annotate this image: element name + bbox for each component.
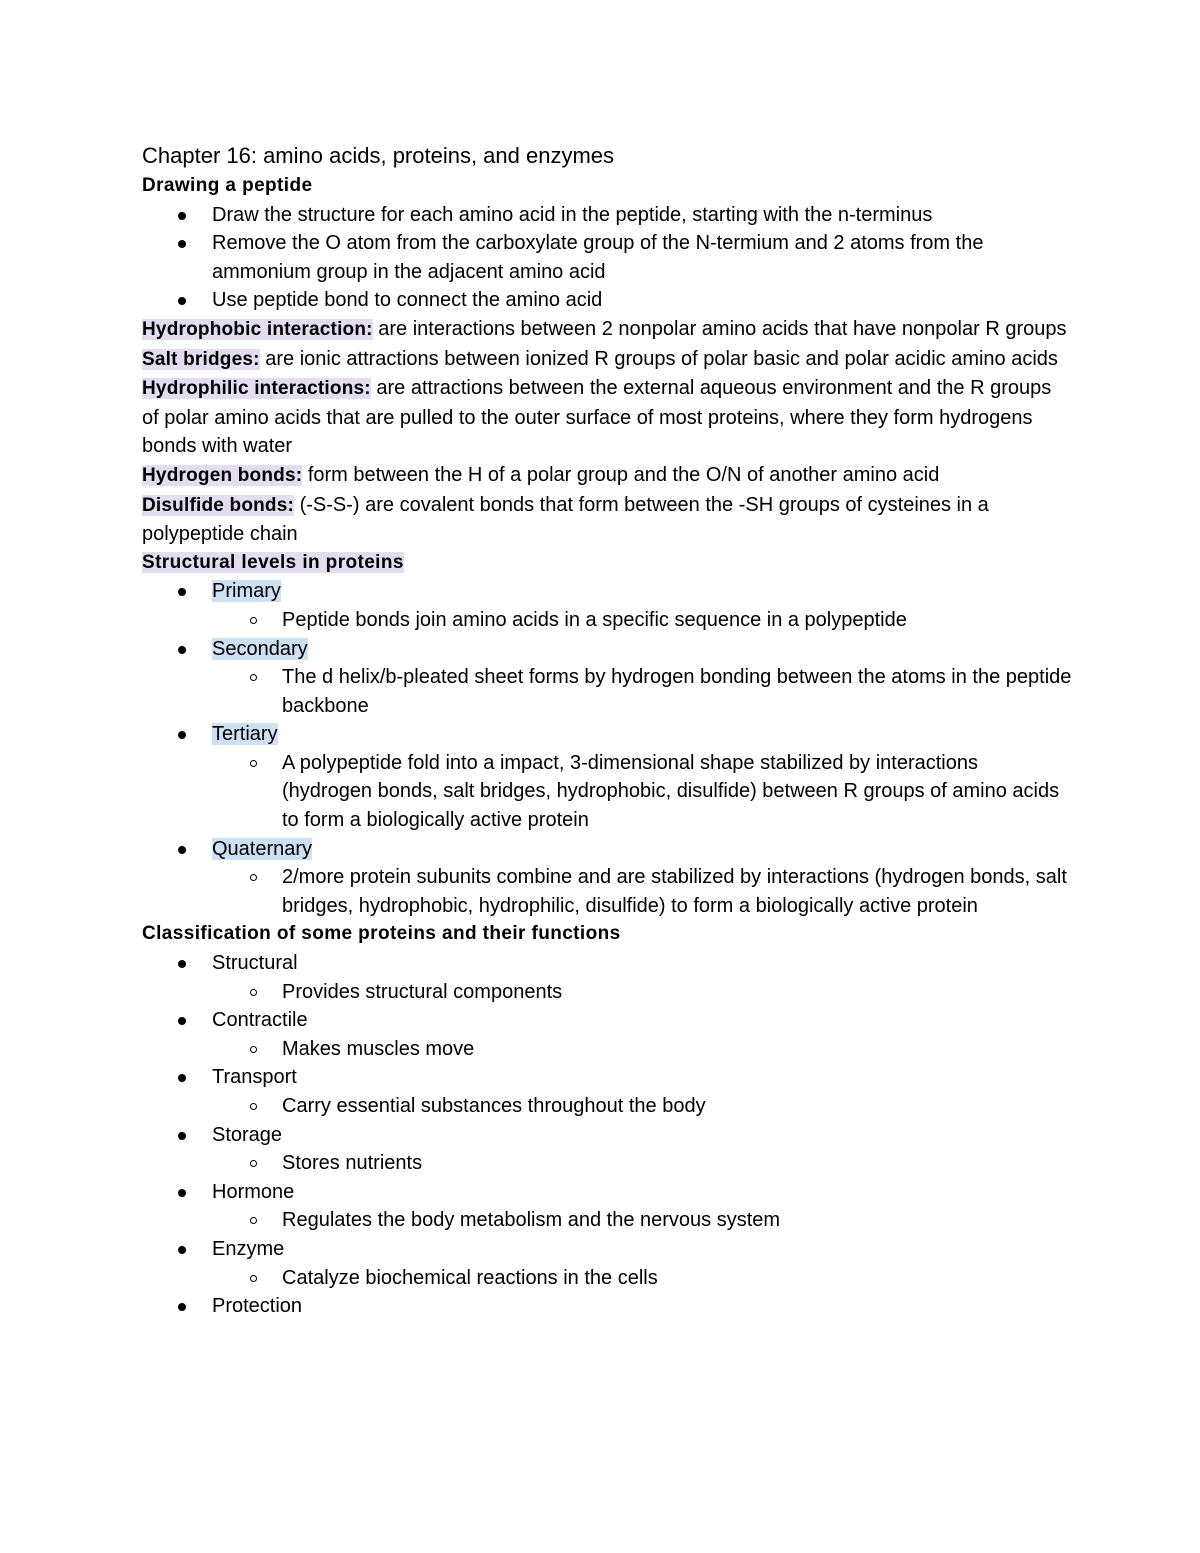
- circle-bullet-icon: [250, 989, 257, 996]
- list-item: [142, 1178, 1072, 1207]
- list-item: [142, 835, 1072, 864]
- bullet-icon: [178, 1017, 186, 1025]
- bullet-icon: [178, 588, 186, 596]
- circle-bullet-icon: [250, 760, 257, 767]
- definition-term: Hydrophobic interaction:: [142, 318, 373, 340]
- section-heading-peptide: Drawing a peptide: [142, 175, 313, 196]
- circle-bullet-icon: [250, 1275, 257, 1282]
- definition-text: are attractions between the external aqueous environment and the R groups of polar amino acids that are pulled to the outer surface of most proteins, where they form hydrogens bonds with water: [142, 377, 1052, 458]
- definition-disulfide: [142, 491, 1072, 549]
- bullet-icon: [178, 212, 186, 220]
- definition-text: are ionic attractions between ionized R groups of polar basic and polar acidic amino acids: [259, 347, 1058, 370]
- bullet-icon: [178, 240, 186, 248]
- bullet-icon: [178, 1189, 186, 1197]
- list-item: [142, 749, 1072, 835]
- definition-term: Hydrogen bonds:: [142, 464, 303, 486]
- circle-bullet-icon: [250, 874, 257, 881]
- list-item: [142, 1235, 1072, 1264]
- list-item: Use peptide bond to connect the amino acid: [142, 286, 1072, 315]
- list-item: [142, 1063, 1072, 1092]
- protein-class-detail: Regulates the body metabolism and the nervous system: [282, 1209, 781, 1232]
- section-heading-classification: Classification of some proteins and their functions: [142, 923, 621, 945]
- list-item: [142, 635, 1072, 664]
- circle-bullet-icon: [250, 1046, 257, 1053]
- definition-hydrophobic: [142, 315, 1072, 345]
- level-detail: A polypeptide fold into a impact, 3-dimensional shape stabilized by interactions (hydrogen bonds, salt bridges, hydrophobic, disulfide) between R groups of amino acids to form a biologically active protein: [282, 751, 1060, 832]
- protein-class-detail: Catalyze biochemical reactions in the cells: [282, 1266, 658, 1289]
- bullet-icon: [178, 1132, 186, 1140]
- definition-hydrophilic: [142, 374, 1072, 461]
- definition-text: are interactions between 2 nonpolar amino acids that have nonpolar R groups: [372, 317, 1067, 340]
- bullet-icon: [178, 1246, 186, 1254]
- circle-bullet-icon: [250, 674, 257, 681]
- section-heading-structural: Structural levels in proteins: [142, 551, 404, 573]
- protein-class-detail: Provides structural components: [282, 980, 563, 1003]
- bullet-icon: [178, 960, 186, 968]
- level-name: Primary: [212, 580, 281, 603]
- list-item: [142, 978, 1072, 1007]
- level-detail: 2/more protein subunits combine and are stabilized by interactions (hydrogen bonds, salt bridges, hydrophobic, hydrophilic, disulfide) to form a biologically active protein: [282, 866, 1067, 917]
- protein-class-detail: Carry essential substances throughout the body: [282, 1095, 706, 1117]
- protein-class-detail: Makes muscles move: [282, 1037, 475, 1060]
- definition-salt-bridges: [142, 345, 1072, 375]
- list-item: [142, 720, 1072, 749]
- list-item: [142, 1206, 1072, 1235]
- bullet-icon: [178, 297, 186, 305]
- protein-class-name: Enzyme: [212, 1237, 285, 1260]
- definition-term: Salt bridges:: [142, 348, 260, 370]
- list-item: [142, 1035, 1072, 1064]
- list-item: [142, 1292, 1072, 1321]
- circle-bullet-icon: [250, 1160, 257, 1167]
- list-item: [142, 577, 1072, 606]
- level-detail: Peptide bonds join amino acids in a specific sequence in a polypeptide: [282, 608, 907, 631]
- level-name: Secondary: [212, 637, 308, 660]
- protein-class-name: Contractile: [212, 1009, 308, 1032]
- list-item: [142, 949, 1072, 978]
- level-name: Tertiary: [212, 723, 278, 746]
- definition-hydrogen-bonds: [142, 461, 1072, 491]
- protein-class-name: Storage: [212, 1123, 283, 1146]
- protein-class-detail: Stores nutrients: [282, 1152, 423, 1175]
- list-item: [142, 1006, 1072, 1035]
- list-item: [142, 1149, 1072, 1178]
- structural-levels-list: [142, 577, 1072, 920]
- level-name: Quaternary: [212, 837, 313, 860]
- protein-class-name: Structural: [212, 952, 298, 975]
- definition-text: form between the H of a polar group and the O/N of another amino acid: [302, 463, 940, 486]
- protein-class-name: Hormone: [212, 1180, 295, 1203]
- bullet-icon: [178, 646, 186, 654]
- peptide-steps-list: [142, 201, 1072, 315]
- page-title: Chapter 16: amino acids, proteins, and enzymes: [142, 143, 615, 168]
- circle-bullet-icon: [250, 617, 257, 624]
- circle-bullet-icon: [250, 1217, 257, 1224]
- list-item: Remove the O atom from the carboxylate group of the N-termium and 2 atoms from the ammonium group in the adjacent amino acid: [142, 229, 1072, 286]
- list-item: [142, 1092, 1072, 1121]
- definition-term: Hydrophilic interactions:: [142, 378, 371, 400]
- definition-text: (-S-S-) are covalent bonds that form between the -SH groups of cysteines in a polypeptide chain: [142, 493, 989, 546]
- classification-list: [142, 949, 1072, 1321]
- list-item: Draw the structure for each amino acid in the peptide, starting with the n-terminus: [142, 201, 1072, 230]
- list-item: [142, 663, 1072, 720]
- bullet-icon: [178, 731, 186, 739]
- protein-class-name: Transport: [212, 1066, 297, 1089]
- bullet-icon: [178, 1074, 186, 1082]
- bullet-icon: [178, 1303, 186, 1311]
- list-item: [142, 863, 1072, 920]
- document-page: [142, 140, 1072, 1321]
- list-item: [142, 606, 1072, 635]
- list-item: [142, 1264, 1072, 1293]
- protein-class-name: Protection: [212, 1295, 303, 1318]
- level-detail: The d helix/b-pleated sheet forms by hydrogen bonding between the atoms in the peptide backbone: [282, 666, 1072, 717]
- circle-bullet-icon: [250, 1103, 257, 1110]
- definition-term: Disulfide bonds:: [142, 494, 295, 516]
- bullet-icon: [178, 846, 186, 854]
- list-item: [142, 1121, 1072, 1150]
